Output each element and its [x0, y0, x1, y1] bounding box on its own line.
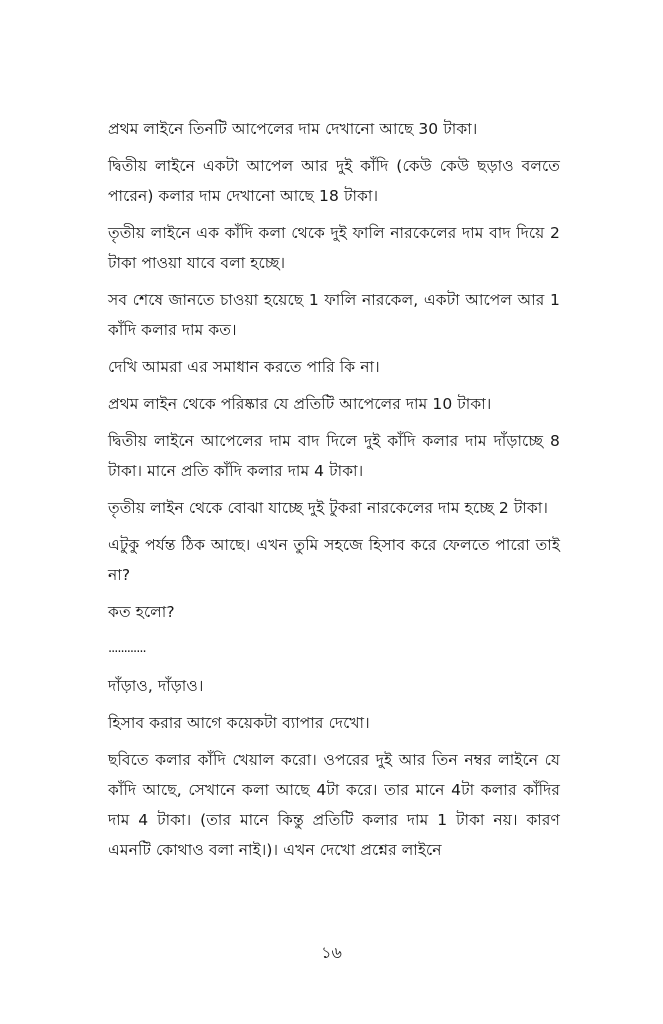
ellipsis-separator: ............ [108, 641, 146, 656]
paragraph: দ্বিতীয় লাইনে আপেলের দাম বাদ দিলে দুই কাঁদি কলার দাম দাঁড়াচ্ছে 8 টাকা। মানে প্রতি কাঁদি কলার দাম 4 টাকা। [108, 432, 560, 480]
paragraph: সব শেষে জানতে চাওয়া হয়েছে 1 ফালি নারকেল, একটা আপেল আর 1 কাঁদি কলার দাম কত। [108, 291, 560, 339]
paragraph: তৃতীয় লাইন থেকে বোঝা যাচ্ছে দুই টুকরা নারকেলের দাম হচ্ছে 2 টাকা। [108, 499, 548, 517]
paragraph: কত হলো? [108, 603, 175, 621]
paragraph: প্রথম লাইনে তিনটি আপেলের দাম দেখানো আছে 30 টাকা। [108, 120, 478, 138]
paragraph: দাঁড়াও, দাঁড়াও। [108, 677, 204, 695]
paragraph: প্রথম লাইন থেকে পরিষ্কার যে প্রতিটি আপেলের দাম 10 টাকা। [108, 395, 492, 413]
page-body [108, 114, 560, 872]
paragraph: এটুকু পর্যন্ত ঠিক আছে। এখন তুমি সহজে হিসাব করে ফেলতে পারো তাই না? [108, 536, 560, 584]
paragraph: দেখি আমরা এর সমাধান করতে পারি কি না। [108, 358, 380, 376]
page-number: ১৬ [321, 943, 342, 962]
paragraph: তৃতীয় লাইনে এক কাঁদি কলা থেকে দুই ফালি নারকেলের দাম বাদ দিয়ে 2 টাকা পাওয়া যাবে বলা হচ্ছে। [108, 224, 560, 272]
paragraph: হিসাব করার আগে কয়েকটা ব্যাপার দেখো। [108, 714, 370, 732]
paragraph: দ্বিতীয় লাইনে একটা আপেল আর দুই কাঁদি (কেউ কেউ ছড়াও বলতে পারেন) কলার দাম দেখানো আছে 18 টাকা। [108, 157, 560, 205]
paragraph: ছবিতে কলার কাঁদি খেয়াল করো। ওপরের দুই আর তিন নম্বর লাইনে যে কাঁদি আছে, সেখানে কলা আছে 4টা করে। তার মানে 4টা কলার কাঁদির দাম 4 টাকা। (তার মানে কিন্তু প্রতিটি কলার দাম 1 টাকা নয়। কারণ এমনটি কোথাও বলা নাই।)। এখন দেখো প্রশ্নের লাইনে [108, 751, 560, 859]
